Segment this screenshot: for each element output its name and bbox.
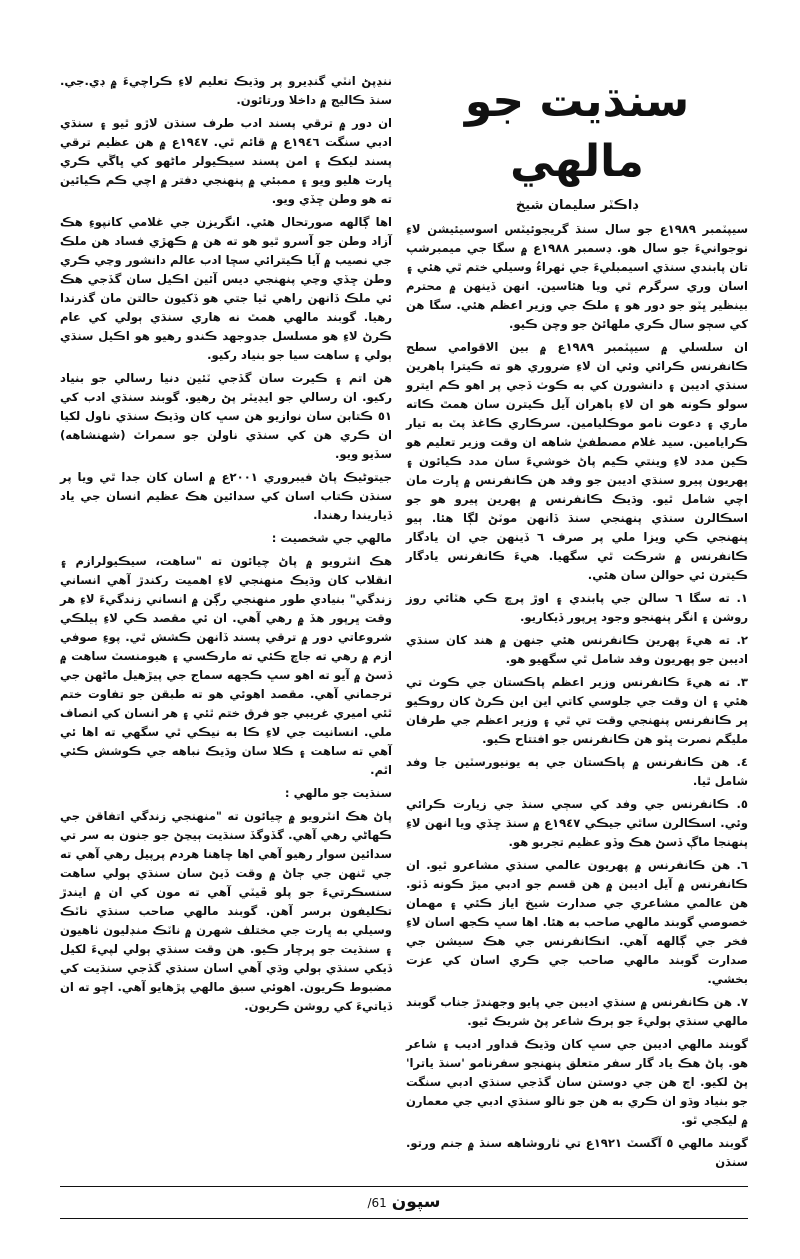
page-footer: [60, 1186, 748, 1219]
article-title: سنڌيت جو مالهي: [464, 76, 690, 187]
list-item: ٢. ته هيءَ پهرين ڪانفرنس هئي جنهن ۾ هند کان سنڌي اديبن جو پهريون وفد شامل ٿي سگهيو هو.: [406, 633, 748, 666]
section-heading: سنڌيت جو مالهي :: [284, 786, 392, 800]
article-columns: [60, 72, 748, 1176]
paragraph: پاڻ هڪ انٽرويو ۾ چيائون ته "منهنجي زندگي اتفاقن جي ڪهاڻي رهي آهي. گڏوگڏ سنڌيت ٻيڃڻ جو جنون به سر تي سدائين سوار رهيو آهي اها چاهنا هردم پرپيل رهي آهي ته جي ٿنهن جي ڄاڻ ۾ وقت ڏيڻ سان سنڌي ٻولي ساهت سنسڪرتيءَ جو پلو ڦيٽي آهي ته مون کي ان ۾ ايندڙ تڪليفون برسر آهن. گوبند مالهي صاحب سنڌي ناٽڪ وسيلي به ڀارت جي مختلف شهرن ۾ ناٽڪ منڊليون ٺاهيون ۽ سنڌيت جو پرچار ڪيو. هن وقت سنڌي ٻولي لپيءَ لکيل ڏيکي سنڌي ٻولي وڌي آهي اسان سنڌي گڏجي سنڌيت کي مضبوط ڪريون. اهوئي سبق مالهي پڙهايو آهي. اچو ته ان ڏياتيءَ کي روشن ڪريون.: [60, 809, 392, 1013]
footer-label: [60, 1187, 748, 1218]
article-author: ڊاڪٽر سليمان شيخ: [515, 198, 639, 213]
magazine-name: سپون: [391, 1192, 441, 1212]
page-number: 61/: [367, 1196, 387, 1210]
section-heading: مالهي جي شخصيت :: [271, 531, 392, 545]
paragraph-continued: گوبند مالهي ٥ آگسٽ ١٩٢١ع تي ٺاروشاهه سنڌ ۾ جنم ورتو. سنڌن: [406, 1136, 748, 1169]
right-column: [406, 72, 748, 1176]
left-column: [60, 72, 392, 1020]
paragraph: ان سلسلي ۾ سيپٽمبر ١٩٨٩ع ۾ بين الاقوامي سطح ڪانفرنس ڪرائي وئي ان لاءِ ضروري هو ته ڪيترا ٻاهرين سنڌي اديبن ۽ دانشورن کي به ڪوٺ ڏجي پر اهو ڪم ايترو سولو ڪونه هو ان لاءِ ٻاهران آيل ڪيترن سان همٿ ڪاته ماري ۽ دعوت نامو موڪليامين. سرڪاري ڪاغذ پٽ به تيار ڪرايامين. سيد غلام مصطفيٰ شاهه ان وقت وزير تعليم هو ڪين مدد لاءِ وينتي ڪيم پاڻ خوشيءَ سان مدد ڪيائون ۽ پهريون پيرو سنڌي اديبن جو وفد هن ڪانفرنس ۾ ڀارت مان اچي شامل ٿيو. وڌيڪ ڪانفرنس ۾ پهرين پيرو هو جو اسڪالرن سنڌي پنهنجي سنڌ ڏانهن موٽڻ لڳا هئا. ٻيو پنهنجي ڪي ويزا ملي پر صرف ٦ ڏينهن جي ان يادگار ڪانفرنس ۾ شرڪت ٿي سگهيا. هيءَ ڪانفرنس يادگار ڪيترن ئي حوالن سان هئي.: [406, 340, 748, 582]
paragraph: جيتوڻيڪ پاڻ فيبروري ٢٠٠١ع ۾ اسان کان جدا ٿي ويا پر سنڌن ڪتاب اسان کي سدائين هڪ عظيم انسان جي ياد ڏياريندا رهندا.: [60, 470, 392, 522]
list-item: ٧. هن ڪانفرنس ۾ سنڌي اديبن جي پايو وجهندڙ جناب گوبند مالهي سنڌي ٻوليءَ جو ٻرڪ شاعر پڻ شريڪ ٿيو.: [406, 995, 748, 1028]
list-item: ١. ته سگا ٦ سالن جي پابندي ۽ اوڙ پرڇ ڪي هٽائي روز روشن ۽ انگر پنهنجو وجود ڀرپور ڏيکاريو.: [406, 591, 748, 624]
paragraph: ننڍپڻ انٽي گنڊيرو پر وڌيڪ تعليم لاءِ ڪراچيءَ ۾ ڊي.جي. سنڌ ڪاليج ۾ داخلا ورتائون.: [60, 74, 392, 107]
paragraph: اها ڳالهه صورتحال هئي. انگريزن جي غلامي کانپوءِ هڪ آزاد وطن جو آسرو ٿيو هو ته هن ۾ ڪهڙي فساد هن ملڪ جي نصيب ۾ آيا ڪيترائي سچا ادب عالم دانشور وڃي ڪري وطن ڇڏي وڃي پنهنجي ديس آئين اڪيل سان گڏجي هڪ ئي ملڪ ڏانهن راهي ٿيا جتي هو ڏکيون حالتن مان گذرندا رهيا. گوبند مالهي همٿ نه هاري سنڌي ٻولي کي عام ڪرڻ لاءِ هو مسلسل جدوجهد ڪندو رهيو هو اڪيل سنڌي ٻولي ۽ ساهت سيا جو بنياد رکيو.: [60, 215, 392, 362]
paragraph: هڪ انٽرويو ۾ پاڻ چيائون ته "ساهت، سيڪيولرازم ۽ انقلاب کان وڌيڪ منهنجي لاءِ اهميت رکندڙ آهي انساني زندگي" بنيادي طور منهنجي رڳن ۾ انساني زندگيءَ لاءِ هر وقت ڀرپور هڏ ۾ رهي آهي. ان ئي مقصد ڪي لاءِ ٻيلڪي شروعاتي دور ۾ ترقي پسند ڏانهن ڪشش ٿي. پوءِ صوفي ازم ۾ رهي ته جاچ ڪئي ته مارڪسي ۽ هيومنسٽ ساهت ۾ ڏسڻ ۾ آيو ته اهو سڀ ڪجهه سماج جي پيڙهيل ماڻهن جي ترجماني آهي. مقصد اهوئي هو ته طبقن جو تفاوت ختم ٿئي اميري غريبي جو فرق ختم ٿئي ۽ هر انسان کي انصاف ملي. انسانيت جي لاءِ ڪا به نيڪي ٿي سگهي ته اها ئي آهي ته ساهت ۽ ڪلا سان وڌيڪ نباهه جي ڪوشش ڪئي اٿم.: [60, 554, 392, 777]
list-item: ٣. ته هيءَ ڪانفرنس وزير اعظم پاڪستان جي ڪوٺ تي هئي ۽ ان وقت جي جلوسي کاتي اين اين ڪرڻ کان روڪيو پر ڪانفرنس پنهنجي وقت تي ٿي ۽ وزير اعظم جي طرفان مليگم نصرت ڀٽو هن ڪانفرنس جو افتتاح ڪيو.: [406, 675, 748, 746]
list-item: ٤. هن ڪانفرنس ۾ پاڪستان جي ٻه يونيورسٽين جا وفد شامل ٿيا.: [406, 755, 748, 788]
footer-bottom-rule: [60, 1218, 748, 1219]
list-item: ٦. هن ڪانفرنس ۾ پهريون عالمي سنڌي مشاعرو ٿيو. ان ڪانفرنس ۾ آيل اديبن ۾ هن قسم جو ادبي ميڙ ڪونه ڏٺو. هن عالمي مشاعري جي صدارت شيخ اياز ڪئي ۽ مهمان خصوصي گوبند مالهي صاحب به هئا. اها سڀ ڪجھ اسان لاءِ فخر جي ڳالهه آهي. انڪانفرنس جي هڪ سيشن جي صدارت گوبند مالهي صاحب جي ڪري اسان کي عزت بخشي.: [406, 858, 748, 986]
paragraph: گوبند مالهي اديبن جي سڀ کان وڌيڪ قداور اديب ۽ شاعر هو. پاڻ هڪ ياد گار سفر متعلق پنهنجو سفرنامو 'سنڌ ياترا' پڻ لکيو. اڄ هن جي دوستن سان گڏجي سنڌي ادبي سنگت جو بنياد وڌو ان ڪري به هن جو نالو سنڌي ادبي جي معمارن ۾ ليکجي ٿو.: [406, 1037, 748, 1127]
paragraph: سيپٽمبر ١٩٨٩ع جو سال سنڌ گريجوئيٽس اسوسيئيشن لاءِ نوجوانيءَ جو سال هو. ڊسمبر ١٩٨٨ع ۾ سگا جي ميمبرشپ تان پابندي سنڌي اسيمبليءَ جي ٺهراءُ وسيلي ختم ٿي هئي ۽ اسان وري سرگرم ٿي ويا هئاسين. انهن ڏينهن ۾ محترم بينظير ڀٽو جو دور هو ۽ ملڪ جي وزير اعظم هئي. سگا هن کي سڄو سال ڪري ملهائڻ جو وچن ڪيو.: [406, 222, 749, 331]
list-item: ٥. ڪانفرنس جي وفد کي سڄي سنڌ جي زيارت ڪرائي وئي. اسڪالرن ساٿي جيڪي ١٩٤٧ع ۾ سنڌ ڇڏي ويا انهن لاءِ پنهنجا ماڳ ڏسڻ هڪ وڏو عظيم تجربو هو.: [406, 797, 748, 849]
paragraph: هن اتم ۽ ڪيرت سان گڏجي ٽئين دنيا رسالي جو بنياد رکيو. ان رسالي جو ايڊيٽر پڻ رهيو. گوبند سنڌي ادب کي ٥١ ڪتابن سان نوازيو هن سڀ کان وڌيڪ سنڌي ناول لکيا ان ڪري هن کي سنڌي ناولن جو سمراٽ (شهنشاهه) سڏيو ويو.: [60, 371, 392, 461]
paragraph: ان دور ۾ ترقي پسند ادب طرف سنڌن لاڙو ٿيو ۽ سنڌي ادبي سنگت ١٩٤٦ع ۾ قائم ٿي. ١٩٤٧ع ۾ هن عظيم ترقي پسند ليکڪ ۽ امن پسند سيڪيولر ماڻهو کي ڀاڱي ڪري ڀارت هليو ويو ۽ ممبئي ۾ پنهنجي دفتر ۾ اچي ڪم ڪيائين ته هو وطن ڇڏي ويو.: [60, 116, 392, 206]
